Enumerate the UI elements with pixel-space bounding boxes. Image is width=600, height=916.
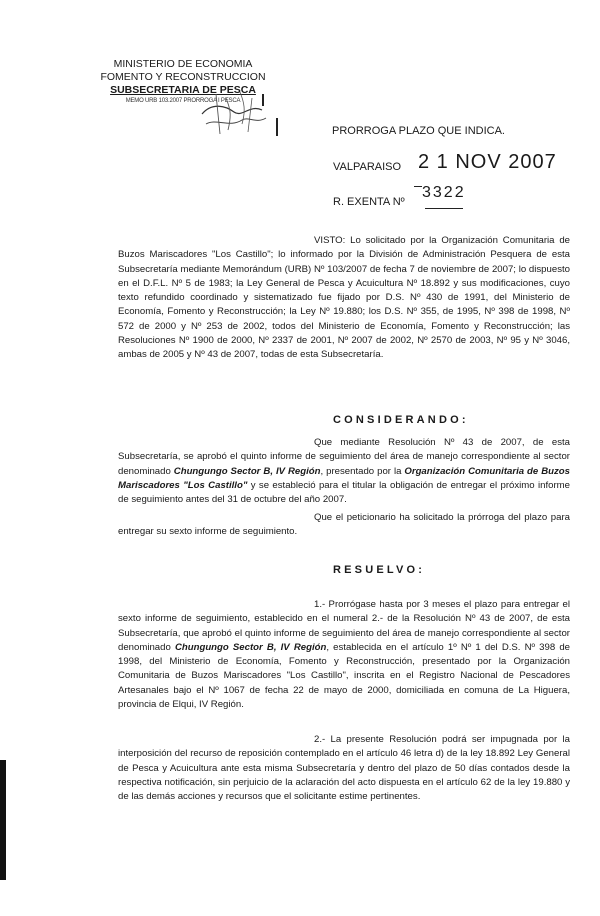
subsecretaria-line: SUBSECRETARIA DE PESCA: [110, 84, 256, 96]
considerando-paragraph-1: [118, 436, 570, 507]
considerando-p1-mid: , presentado por la: [320, 465, 405, 477]
sector-name: Chungungo Sector B, IV Región: [173, 465, 321, 477]
official-seal-icon: [196, 84, 276, 144]
exenta-label: R. EXENTA Nº: [333, 196, 405, 208]
considerando-paragraph-2: Que el peticionario ha solicitado la prórroga del plazo para entregar su sexto informe de seguimiento.: [118, 512, 570, 538]
memo-reference: MEMO URB 103.2007 PRORROGA I PESCA: [125, 98, 241, 104]
considerando-p1-post: y se estableció para el titular la obligación de entregar el próximo informe de seguimiento antes del 31 de octubre del año 2007.: [118, 479, 570, 506]
considerando-p1-pre: Que mediante Resolución Nº 43 de 2007, de esta Subsecretaría, se aprobó el quinto informe de seguimiento del área de manejo correspondiente al sector denominado: [118, 437, 570, 477]
resuelvo-heading: RESUELVO:: [333, 564, 426, 576]
resuelvo-p1-post: , establecida en el artículo 1º Nº 1 del D.S. Nº 398 de 1998, del Ministerio de Economía, Fomento y Reconstrucción, presentado por la Organización Comunitaria de Buzos Mariscadores "Los Castillo", inscrita en el Registro Nacional de Pescadores Artesanales bajo el Nº 1067 de fecha 22 de mayo de 2000, domiciliada en comuna de La Higuera, provincia de Elqui, IV Región.: [118, 641, 571, 711]
resuelvo-p1-pre: 1.- Prorrógase hasta por 3 meses el plazo para entregar el sexto informe de seguimiento, establecido en el numeral 2.- de la Resolución Nº 43 de 2007, de esta Subsecretaría, que aprobó el quinto informe de seguimiento del área de manejo correspondiente al sector denominado: [118, 599, 570, 653]
considerando-heading: CONSIDERANDO:: [333, 414, 469, 426]
city-label: VALPARAISO: [333, 161, 402, 173]
stamp-mark: [276, 118, 278, 136]
subject-line: PRORROGA PLAZO QUE INDICA.: [332, 125, 505, 137]
ministry-line: MINISTERIO DE ECONOMIA: [113, 58, 253, 70]
exenta-number: 3322: [422, 184, 466, 201]
visto-paragraph: VISTO: Lo solicitado por la Organización Comunitaria de Buzos Mariscadores "Los Castillo"; lo informado por la División de Administración Pesquera de esta Subsecretaría mediante Memorándum (URB) Nº 103/2007 de fecha 7 de noviembre de 2007; lo dispuesto en el D.F.L. Nº 5 de 1983; la Ley General de Pesca y Acuicultura Nº 18.892 y sus modificaciones, cuyo texto refundido coordinado y sistematizado fue fijado por D.S. Nº 430 de 1991, del Ministerio de Economía, Fomento y Reconstrucción; la Ley Nº 19.880; los D.S. Nº 355, de 1995, Nº 398 de 1998, Nº 572 de 2000 y Nº 253 de 2002, todos del Ministerio de Economía, Fomento y Reconstrucción; las Resoluciones Nº 1900 de 2000, Nº 2337 de 2001, Nº 2007 de 2002, Nº 2570 de 2003, Nº 95 y Nº 3046, ambas de 2005 y Nº 43 de 2007, todas de esta Subsecretaría.: [118, 235, 570, 361]
sector-name: Chungungo Sector B, IV Región: [174, 641, 327, 653]
organization-name: Organización Comunitaria de Buzos Mariscadores "Los Castillo": [118, 465, 570, 491]
scan-edge-mark: [0, 760, 6, 880]
resuelvo-paragraph-1: [118, 598, 570, 712]
ministry-line-2: FOMENTO Y RECONSTRUCCION: [100, 71, 266, 83]
underline-mark: [414, 186, 422, 187]
underline-mark: [425, 208, 463, 209]
date-stamp: 2 1 NOV 2007: [418, 151, 557, 173]
stamp-mark: [262, 94, 264, 106]
resuelvo-paragraph-2: 2.- La presente Resolución podrá ser impugnada por la interposición del recurso de reposición contemplado en el artículo 46 letra d) de la ley 18.892 Ley General de Pesca y Acuicultura ante esta misma Subsecretaría y dentro del plazo de 50 días contados desde la respectiva notificación, sin perjuicio de la aclaración del acto dispuesta en el artículo 62 de la ley 19.880 y de las demás acciones y recursos que el solicitante estime pertinentes.: [118, 734, 570, 803]
